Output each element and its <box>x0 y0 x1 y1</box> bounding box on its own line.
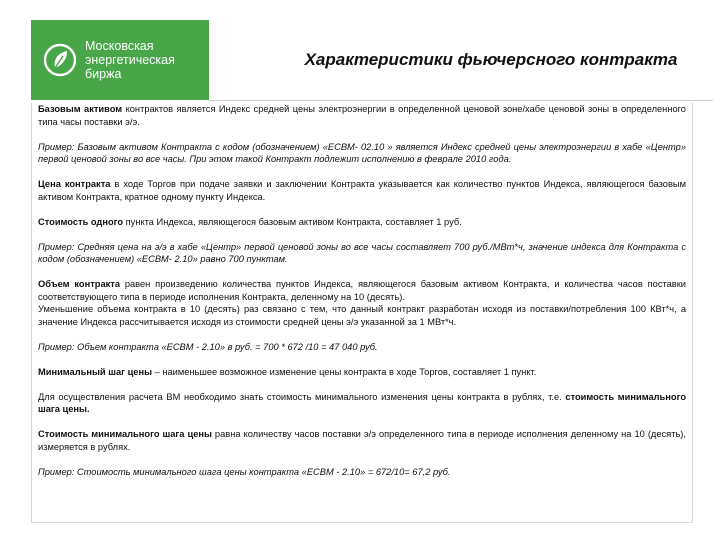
paragraph-text: контрактов является Индекс средней цены электроэнергии в определенной ценовой зоне/хабе ценовой зоны в определенного типа часы поставки э/э. <box>38 104 686 127</box>
paragraph-contract-price <box>38 178 686 203</box>
example-contract-volume: Пример: Объем контракта «ЕСВМ - 2.10» в руб. = 700 * 672 /10 = 47 040 руб. <box>38 341 378 352</box>
header <box>31 20 713 100</box>
example-average-price: Пример: Средняя цена на э/э в хабе «Центр» первой ценовой зоны во все часы составляет 700 руб./МВт*ч, значение индекса для Контракта с кодом (обозначением) «ЕСВМ- 2.10» равно 700 пунктам. <box>38 241 686 264</box>
term-base-asset: Базовым активом <box>38 104 123 114</box>
paragraph-min-step-cost <box>38 428 686 453</box>
logo-line-3: биржа <box>85 67 122 81</box>
paragraph-text: в ходе Торгов при подаче заявки и заключении Контракта указывается как количество пунктов Индекса, являющегося базовым активом Контракта, кратное одному пункту Индекса. <box>38 179 686 202</box>
leaf-circle-icon <box>43 43 77 77</box>
logo-line-2: энергетическая <box>85 53 175 67</box>
logo-line-1: Московская <box>85 39 154 53</box>
logo <box>31 20 209 100</box>
term-min-step-cost: стоимость минимального шага цены. <box>38 391 686 414</box>
content-body <box>31 103 693 523</box>
term-min-price-step: Минимальный шаг цены <box>38 366 153 377</box>
term-contract-volume: Объем контракта <box>38 279 120 289</box>
paragraph-text: Для осуществления расчета ВМ необходимо знать стоимость минимального изменения цены контракта в рублях, т.е. <box>38 391 566 402</box>
term-point-value: Стоимость одного <box>38 216 124 227</box>
logo-text <box>85 39 175 81</box>
paragraph-text: – наименьшее возможное изменение цены контракта в ходе Торгов, составляет 1 пункт. <box>152 366 537 377</box>
paragraph-min-price-step <box>38 366 686 379</box>
page-title: Характеристики фьючерсного контракта <box>304 50 678 69</box>
paragraph-text: равна количеству часов поставки э/э определенного типа в периоде исполнения деленному на 10 (десять), измеряется в рублях. <box>38 429 686 452</box>
example-base-asset: Пример: Базовым активом Контракта с кодом (обозначением) «ЕСВМ- 02.10 » является Индекс средней цены электроэнергии в хабе «Центр» первой ценовой зоны во все часы. При этом такой Контракт подлежит исполнению в феврале 2010 года. <box>38 141 686 164</box>
paragraph-text: равен произведению количества пунктов Индекса, являющегося базовым активом Контракта, и количества часов поставки соответствующего типа в периоде исполнения Контракта, деленному на 10 (десять). <box>38 279 686 302</box>
term-contract-price: Цена контракта <box>38 179 111 189</box>
paragraph-text: пункта Индекса, являющегося базовым активом Контракта, составляет 1 руб. <box>123 216 462 227</box>
paragraph-point-value <box>38 216 686 229</box>
title-box <box>209 20 713 101</box>
example-min-step-cost: Пример: Стоимость минимального шага цены контракта «ЕСВМ - 2.10» = 672/10= 67,2 руб. <box>38 466 451 477</box>
paragraph-contract-volume <box>38 278 686 303</box>
paragraph-vm-calculation <box>38 391 686 416</box>
term-min-step-cost-def: Стоимость минимального шага цены <box>38 429 212 439</box>
paragraph-base-asset <box>38 103 686 128</box>
paragraph-volume-reduction: Уменьшение объема контракта в 10 (десять) раз связано с тем, что данный контракт разработан исходя из поставки/потребления 100 КВт*ч, а значение Индекса рассчитывается исходя из стоимости средней цены э/э указанной за 1 МВт*ч. <box>38 304 686 327</box>
